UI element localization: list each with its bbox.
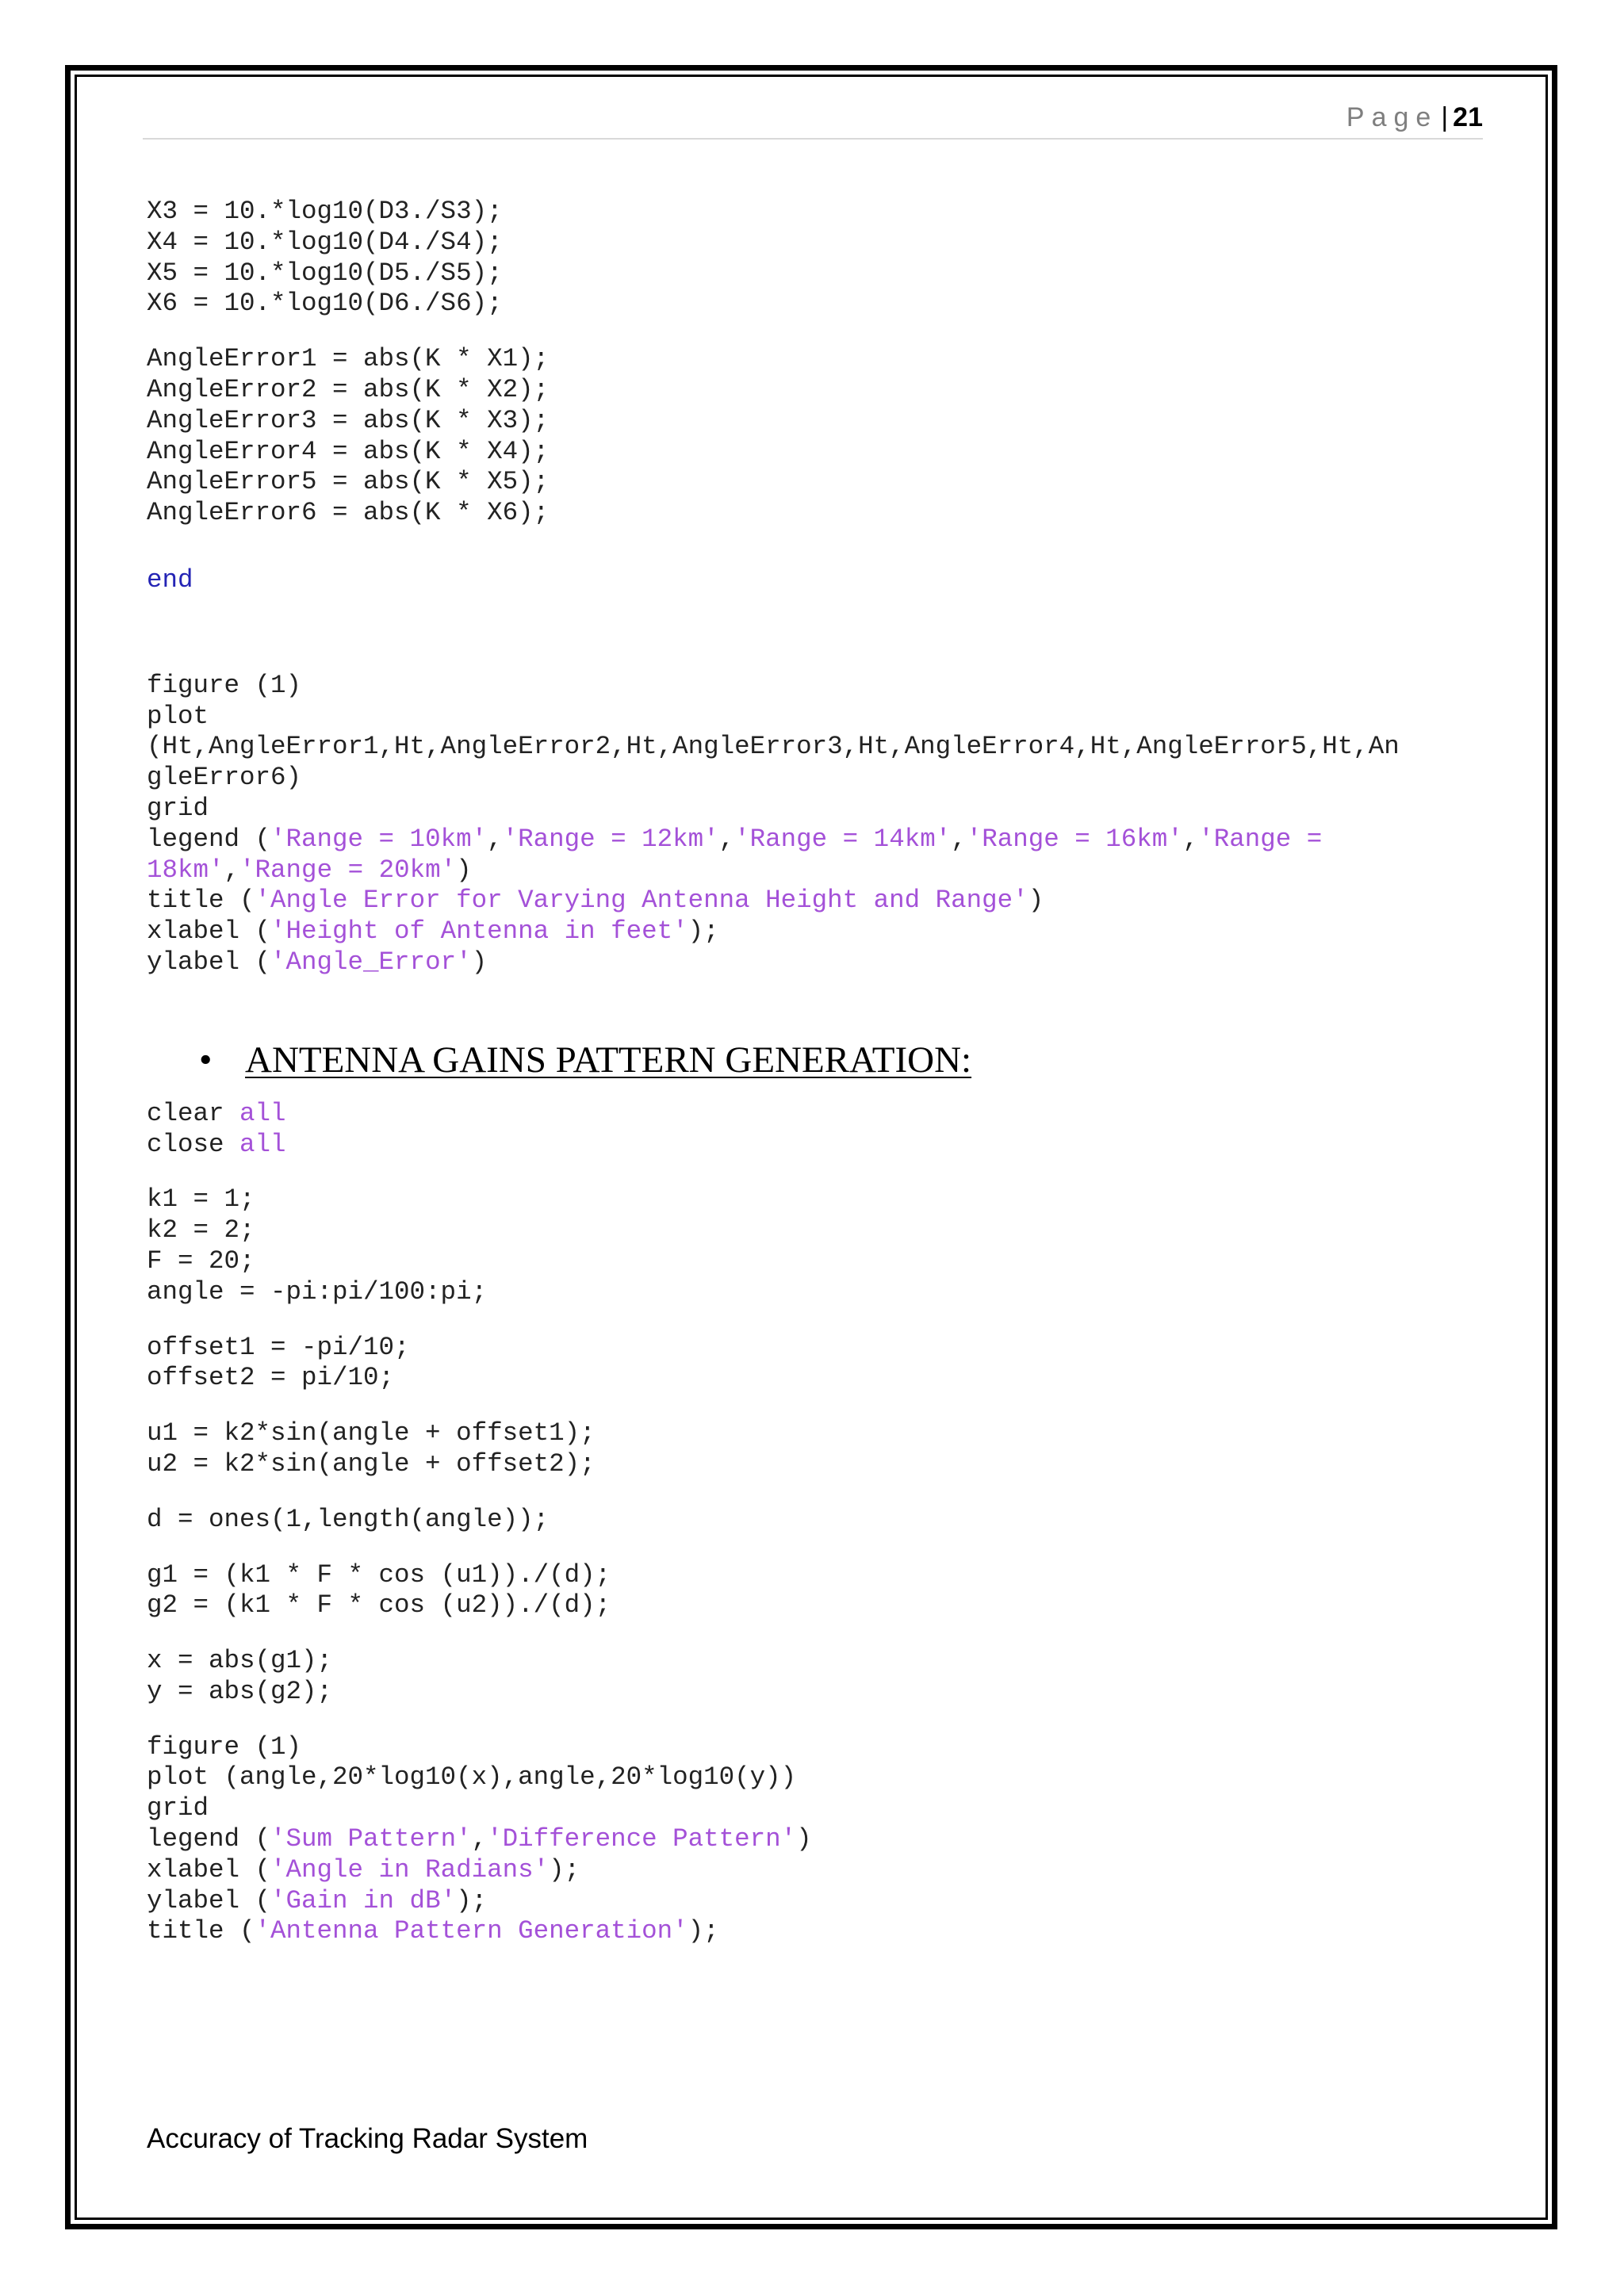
code-params — [147, 1184, 1487, 1307]
code-line: angle = -pi:pi/100:pi; — [147, 1276, 488, 1307]
code-angle-errors — [147, 344, 1487, 529]
code-line: u2 = k2*sin(angle + offset2); — [147, 1448, 596, 1479]
string-literal: 'Height of Antenna in feet' — [270, 916, 688, 947]
code-line: x = abs(g1); — [147, 1646, 333, 1676]
code-line: clear — [147, 1098, 240, 1128]
code-line: AngleError2 = abs(K * X2); — [147, 374, 550, 404]
code-line: g1 = (k1 * F * cos (u1))./(d); — [147, 1559, 611, 1590]
string-literal: 'Sum Pattern' — [270, 1824, 472, 1854]
code-line: title ( — [147, 886, 255, 916]
code-xy-lines — [147, 1646, 1487, 1708]
code-line: offset2 = pi/10; — [147, 1363, 395, 1393]
code-u-lines — [147, 1418, 1487, 1480]
string-literal: all — [239, 1098, 286, 1128]
string-literal: 'Angle Error for Varying Antenna Height and Range' — [255, 886, 1028, 916]
code-line: ylabel ( — [147, 947, 271, 977]
string-literal: 'Antenna Pattern Generation' — [255, 1916, 688, 1946]
code-g-lines — [147, 1560, 1487, 1622]
code-figure-2: figure (1) plot (angle,20*log10(x),angle,20*log10(y)) grid legend ('Sum Pattern','Difference Pattern') xlabel ('Angle in Radians'); ylabel ('Gain in dB'); title ('Antenna Pattern Generation'); — [147, 1732, 812, 1946]
code-line: y = abs(g2); — [147, 1676, 333, 1706]
string-literal: 'Range = — [1198, 824, 1323, 854]
string-literal: 18km' — [147, 855, 224, 885]
code-line: legend ( — [147, 824, 271, 854]
code-line: AngleError1 = abs(K * X1); — [147, 344, 550, 374]
code-line: ylabel ( — [147, 1885, 271, 1915]
code-line: xlabel ( — [147, 1854, 271, 1885]
page-footer: Accuracy of Tracking Radar System — [147, 2123, 588, 2154]
code-line: u1 = k2*sin(angle + offset1); — [147, 1418, 596, 1448]
code-line: k2 = 2; — [147, 1215, 255, 1246]
code-line: (Ht,AngleError1,Ht,AngleError2,Ht,AngleError3,Ht,AngleError4,Ht,AngleError5,Ht,An — [147, 732, 1400, 762]
code-line: figure (1) — [147, 670, 302, 700]
string-literal: 'Range = 10km' — [270, 824, 488, 854]
code-line: AngleError6 = abs(K * X6); — [147, 498, 550, 528]
document-body — [147, 197, 1487, 1947]
section-heading — [199, 1032, 1487, 1088]
string-literal: 'Difference Pattern' — [487, 1824, 797, 1854]
code-clear-close — [147, 1099, 1487, 1161]
bullet-icon: • — [199, 1039, 213, 1081]
code-line: k1 = 1; — [147, 1184, 255, 1215]
string-literal: 'Gain in dB' — [270, 1885, 457, 1915]
string-literal: all — [239, 1129, 286, 1159]
code-line: AngleError4 = abs(K * X4); — [147, 436, 550, 466]
code-end — [147, 565, 1487, 596]
code-line: gleError6) — [147, 763, 302, 793]
string-literal: 'Range = 20km' — [239, 855, 457, 885]
code-line: close — [147, 1129, 240, 1159]
code-line: X4 = 10.*log10(D4./S4); — [147, 227, 503, 257]
code-line: plot — [147, 701, 209, 731]
code-line: grid — [147, 1793, 209, 1823]
page-separator: | — [1441, 102, 1449, 132]
code-line: F = 20; — [147, 1246, 255, 1276]
code-line: plot (angle,20*log10(x),angle,20*log10(y)) — [147, 1762, 797, 1793]
code-line: legend ( — [147, 1824, 271, 1854]
code-line: AngleError3 = abs(K * X3); — [147, 405, 550, 435]
page-number: 21 — [1453, 102, 1483, 132]
code-line: AngleError5 = abs(K * X5); — [147, 467, 550, 497]
string-literal: 'Angle in Radians' — [270, 1854, 550, 1885]
string-literal: 'Range = 14km' — [734, 824, 952, 854]
code-offsets — [147, 1333, 1487, 1395]
code-line: g2 = (k1 * F * cos (u2))./(d); — [147, 1590, 611, 1621]
code-line: X5 = 10.*log10(D5./S5); — [147, 258, 503, 288]
page-header — [143, 97, 1483, 140]
code-line: xlabel ( — [147, 916, 271, 947]
string-literal: 'Range = 16km' — [966, 824, 1183, 854]
code-line: d = ones(1,length(angle)); — [147, 1504, 550, 1534]
code-line: grid — [147, 793, 209, 823]
string-literal: 'Range = 12km' — [502, 824, 719, 854]
code-line: X3 = 10.*log10(D3./S3); — [147, 197, 503, 226]
code-line: title ( — [147, 1916, 255, 1946]
section-heading-text: ANTENNA GAINS PATTERN GENERATION: — [245, 1039, 972, 1081]
code-d-line — [147, 1505, 1487, 1536]
page-label: Page — [1346, 102, 1438, 132]
string-literal: 'Angle_Error' — [270, 947, 472, 977]
code-x-assignments — [147, 197, 1487, 320]
code-line: offset1 = -pi/10; — [147, 1332, 410, 1362]
code-line: X6 = 10.*log10(D6./S6); — [147, 289, 503, 319]
end-keyword: end — [147, 564, 193, 595]
code-figure-1: figure (1) plot (Ht,AngleError1,Ht,AngleError2,Ht,AngleError3,Ht,AngleError4,Ht,AngleError5,Ht,An gleError6) grid legend ('Range = 10km','Range = 12km','Range = 14km','Range = 16km','Range = 18km','Range = 20km') title ('Angle Error for Varying Antenna Height and Range') xlabel ('Height of Antenna in feet'); ylabel ('Angle_Error') — [147, 670, 1400, 977]
code-line: figure (1) — [147, 1732, 302, 1762]
